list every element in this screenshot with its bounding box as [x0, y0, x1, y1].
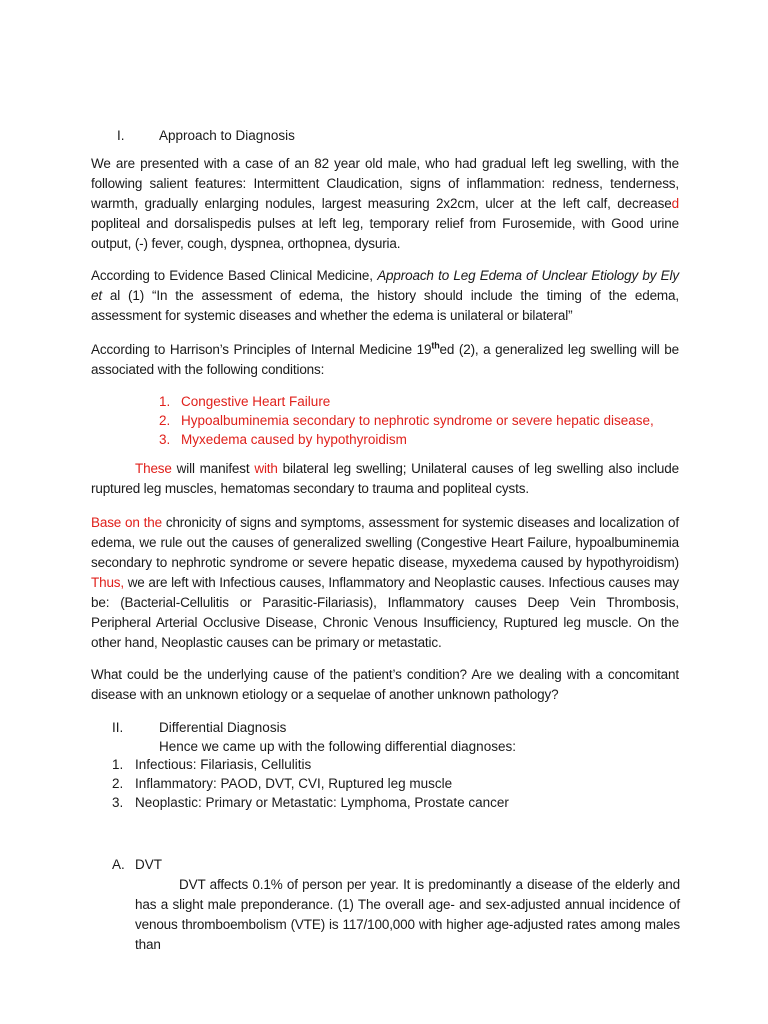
section-2-title: Differential Diagnosis [159, 720, 287, 735]
p2-text-b: al (1) “In the assessment of edema, the history should include the timing of the edema, assessment for systemic diseases and whether the edema is unilateral or bilateral” [91, 288, 679, 323]
p5-text-a: chronicity of signs and symptoms, assessment for systemic diseases and localization of edema, we rule out the causes of generalized swelling (Congestive Heart Failure, hypoalbuminemia secondary to nephrotic syndrome or severe hepatic disease, myxedema caused by hypothyroidism) [91, 515, 679, 570]
paragraph-case-presentation [91, 154, 679, 254]
p4-red-with: with [254, 461, 278, 476]
differential-number-3: 3. [112, 795, 124, 810]
differential-number-2: 2. [112, 776, 124, 791]
p4-text-a: will manifest [171, 461, 255, 476]
condition-number-1: 1. [159, 394, 171, 409]
section-2-number: II. [112, 720, 124, 735]
p1-text-a: We are presented with a case of an 82 year old male, who had gradual left leg swelling, with the following salient features: Intermittent Claudication, signs of inflammation: redness, tenderness, warmth, gradually enlarging nodules, largest measuring 2x2cm, ulcer at the left calf, decrease [91, 156, 679, 211]
p4-red-these: These [135, 461, 172, 476]
section-1-number: I. [117, 128, 125, 143]
condition-item-3: Myxedema caused by hypothyroidism [181, 432, 407, 447]
differential-item-3: Neoplastic: Primary or Metastatic: Lymphoma, Prostate cancer [135, 795, 509, 810]
dvt-text: DVT affects 0.1% of person per year. It is predominantly a disease of the elderly and has a slight male preponderance. (1) The overall age- and sex-adjusted annual incidence of venous thromboembolism (VTE) is 117/100,000 with higher age-adjusted rates among males than [135, 877, 680, 952]
paragraph-dvt [135, 875, 680, 955]
paragraph-bilateral [91, 459, 679, 499]
paragraph-harrisons [91, 340, 679, 380]
section-1-title: Approach to Diagnosis [159, 128, 295, 143]
section-2-intro: Hence we came up with the following differential diagnoses: [159, 739, 516, 754]
p5-red-base: Base on the [91, 515, 162, 530]
p4-text-b: bilateral leg swelling; Unilateral causes of leg swelling also include ruptured leg muscles, hematomas secondary to trauma and popliteal cysts. [91, 461, 679, 496]
p3-superscript: th [431, 340, 440, 351]
condition-number-3: 3. [159, 432, 171, 447]
p1-text-c: popliteal and dorsalispedis pulses at left leg, temporary relief from Furosemide, with Good urine output, (-) fever, cough, dyspnea, orthopnea, dysuria. [91, 216, 679, 251]
paragraph-question: What could be the underlying cause of the patient’s condition? Are we dealing with a concomitant disease with an unknown etiology or a sequelae of another unknown pathology? [91, 667, 679, 702]
section-a-letter: A. [112, 857, 125, 872]
differential-item-1: Infectious: Filariasis, Cellulitis [135, 757, 312, 772]
differential-number-1: 1. [112, 757, 124, 772]
paragraph-chronicity [91, 513, 679, 653]
p1-red-letter: d [671, 196, 679, 211]
p5-text-b: we are left with Infectious causes, Inflammatory and Neoplastic causes. Infectious causes may be: (Bacterial-Cellulitis or Parasitic-Filariasis), Inflammatory causes Deep Vein Thrombosis, Peripheral Arterial Occlusive Disease, Chronic Venous Insufficiency, Ruptured leg muscle. On the other hand, Neoplastic causes can be primary or metastatic. [91, 575, 679, 650]
condition-item-2: Hypoalbuminemia secondary to nephrotic syndrome or severe hepatic disease, [181, 413, 654, 428]
differential-item-2: Inflammatory: PAOD, DVT, CVI, Ruptured leg muscle [135, 776, 453, 791]
p5-red-thus: Thus, [91, 575, 125, 590]
paragraph-evidence-based [91, 266, 679, 326]
condition-item-1: Congestive Heart Failure [181, 394, 331, 409]
condition-number-2: 2. [159, 413, 171, 428]
section-a-title: DVT [135, 857, 162, 872]
p3-text-a: According to Harrison’s Principles of Internal Medicine 19 [91, 342, 432, 357]
p2-italic-title: Approach to Leg Edema of Unclear Etiology by Ely et [91, 268, 679, 303]
p3-text-b: ed (2), a generalized leg swelling will be associated with the following conditions: [91, 342, 679, 377]
p2-text-a: According to Evidence Based Clinical Medicine, [91, 268, 378, 283]
